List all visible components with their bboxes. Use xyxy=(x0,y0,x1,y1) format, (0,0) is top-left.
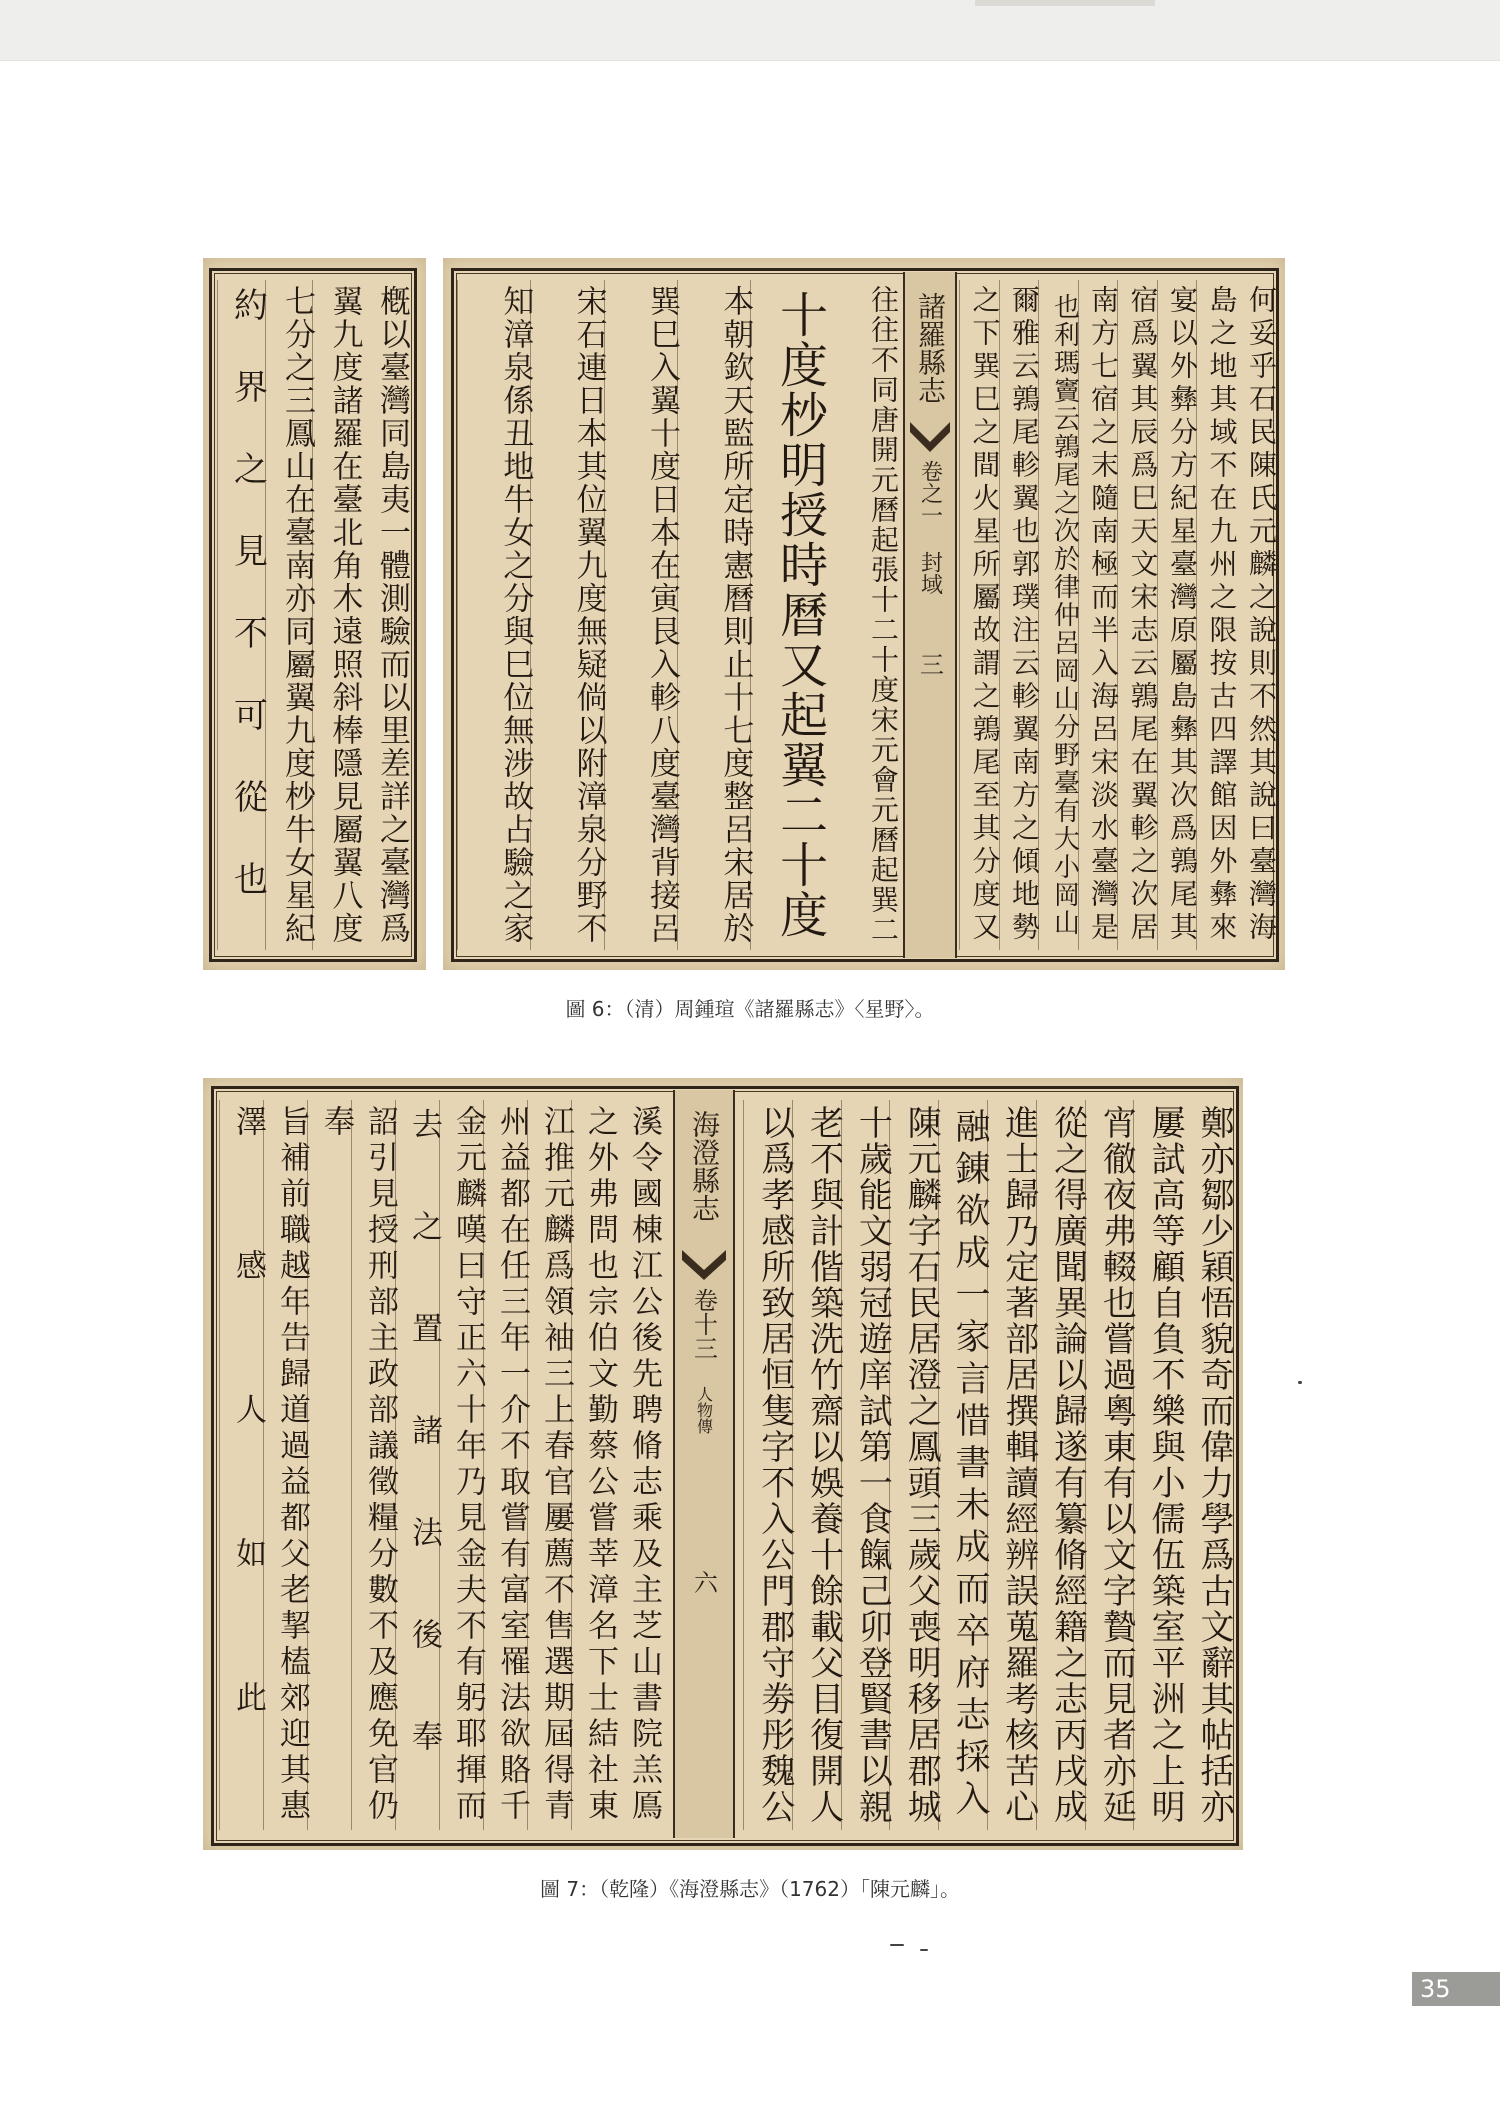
fig6-right-column xyxy=(1196,280,1239,950)
fig6-right-column xyxy=(999,280,1039,950)
fig7-left-column-text: 去之置諸法後奉 xyxy=(406,1108,442,1822)
fig6-right-column xyxy=(1117,280,1160,950)
fig7-left-column xyxy=(439,1100,486,1830)
fig6-right-column xyxy=(824,280,900,950)
fig6-right-column xyxy=(1078,280,1118,950)
fig7-left-column-text: 之外弗問也宗伯文勤蔡公嘗莘漳名下士結社東 xyxy=(582,1105,618,1825)
fig6-left-column-text: 槪以臺灣同島夷一體測驗而以里差詳之臺灣爲 xyxy=(374,285,410,945)
fig6-folio-number: 三 xyxy=(915,652,944,676)
fig7-right-column-text: 陳元麟字石民居澄之鳳頭三歲父喪明移居郡城 xyxy=(901,1105,942,1825)
fig7-right-column-text: 鄭亦鄒少穎悟貌奇而偉力學爲古文辭其帖括亦 xyxy=(1193,1105,1234,1825)
fig6-left-column xyxy=(217,280,268,950)
fig6-right-column xyxy=(750,280,828,950)
fig6-right-column xyxy=(1236,280,1276,950)
fig6-center-strip xyxy=(903,272,957,958)
fig7-left-column xyxy=(307,1100,354,1830)
fig7-right-column-text: 宵徹夜弗輟也嘗過粵東有以文字贄而見者亦延 xyxy=(1096,1105,1137,1825)
fig7-left-column xyxy=(263,1100,310,1830)
scan-top-band xyxy=(0,0,1500,61)
fig7-left-column xyxy=(527,1100,574,1830)
fig6-left-page-image xyxy=(203,258,426,970)
fig7-right-column xyxy=(889,1100,942,1830)
fig6-right-column xyxy=(959,280,1002,950)
fig6-right-column xyxy=(1038,280,1078,950)
fish-tail-icon xyxy=(680,1248,728,1282)
fig7-right-column xyxy=(1085,1100,1137,1830)
fig6-right-column-text: 南方七宿之末隨南極而半入海呂宋淡水臺灣是 xyxy=(1087,285,1120,945)
fig7-left-column-text: 金元麟嘆曰守正六十年乃見金夫不有躬耶揮而 xyxy=(450,1105,486,1825)
fig6-right-column-text: 往往不同唐開元曆起張十二十度宋元會元曆起巽二 xyxy=(866,285,900,945)
figure-6-caption: 圖 6：（清）周鍾瑄《諸羅縣志》〈星野〉。 xyxy=(565,997,935,1021)
scan-speck xyxy=(920,1949,928,1951)
fig7-left-column xyxy=(219,1100,266,1830)
fig6-right-column xyxy=(457,280,534,950)
fig7-right-column xyxy=(743,1100,795,1830)
page-number: 35 xyxy=(1412,1972,1500,2006)
fig7-left-column-text: 澤感人如此 xyxy=(230,1105,266,1825)
fig7-volume-label: 卷十三 xyxy=(689,1288,718,1360)
fig6-right-column-text: 宋石連日本其位翼九度無疑倘以附漳泉分野不 xyxy=(570,285,607,945)
fig6-volume-label: 卷之一 封域 xyxy=(917,460,943,595)
fig7-right-column xyxy=(1036,1100,1088,1830)
fig6-right-column-text: 之下巽巳之間火星所屬故謂之鶉尾至其分度又 xyxy=(968,285,1002,945)
scan-speck xyxy=(1298,1381,1302,1384)
fig6-right-column-text: 宴以外彝分方紀星臺灣原屬島彝其次爲鶉尾其 xyxy=(1166,285,1199,945)
fig7-right-column xyxy=(1133,1100,1186,1830)
fish-tail-icon xyxy=(908,420,952,454)
fig7-left-column-text: 溪令國棟江公後先聘脩志乘及主芝山書院羔鳫 xyxy=(626,1105,662,1825)
fig7-left-column xyxy=(615,1100,662,1830)
fig7-folio-number: 六 xyxy=(689,1570,718,1594)
figure-7-caption: 圖 7：（乾隆）《海澄縣志》（1762）「陳元麟」。 xyxy=(540,1877,960,1901)
fig7-left-column-text: 旨補前職越年告歸道過益都父老挈榼郊迎其惠 xyxy=(274,1105,310,1825)
fig7-right-column-text: 老不與計偕築洗竹齋以娛養十餘載父目復開人 xyxy=(803,1105,844,1825)
scan-artifact xyxy=(975,0,1155,6)
fig7-left-column-text: 江推元麟爲領袖三上春官屢薦不售選期屆得青 xyxy=(538,1105,574,1825)
fig7-section-label: 人物傳 xyxy=(694,1386,714,1434)
fig7-right-column xyxy=(841,1100,893,1830)
fig6-right-column-text: 也利瑪竇云鶉尾之次於律仲呂岡山分野臺有大小岡山 xyxy=(1049,293,1080,937)
fig7-right-column-text: 融錬欲成一家言惜書未成而卒府志採入 xyxy=(949,1108,990,1822)
fig6-left-column xyxy=(360,280,408,950)
fig7-left-column-text: 詔引見授刑部主政部議徵糧分數不及應免官仍 xyxy=(362,1105,398,1825)
fig7-right-column-text: 進士歸乃定著部居撰輯讀經辨誤蒐羅考核苦心 xyxy=(998,1105,1039,1825)
fig7-right-column-text: 十歲能文弱冠遊庠試第一食餼己卯登賢書以親 xyxy=(852,1105,893,1825)
fig7-center-strip xyxy=(673,1090,735,1838)
fig7-right-column xyxy=(1182,1100,1234,1830)
fig7-left-column-text: 奉 xyxy=(318,1105,354,1825)
fig7-left-column xyxy=(483,1100,530,1830)
fig6-left-column-text: 翼九度諸羅在臺北角木遠照斜棒隱見屬翼八度 xyxy=(326,285,363,945)
fig6-right-column-text: 本朝欽天監所定時憲曆則止十七度整呂宋居於 xyxy=(717,285,754,945)
fig6-right-column-text: 宿爲翼其辰爲巳天文宋志云鶉尾在翼軫之次居 xyxy=(1126,285,1160,945)
fig6-right-column-text: 爾雅云鶉尾軫翼也郭璞注云軫翼南方之傾地勢 xyxy=(1008,285,1041,945)
fig7-right-column xyxy=(938,1100,990,1830)
fig6-right-column-text: 島之地其域不在九州之限按古四譯館因外彝來 xyxy=(1205,285,1239,945)
fig6-right-column-text: 知漳泉係丑地牛女之分與巳位無涉故占驗之家 xyxy=(497,285,534,945)
fig6-left-column xyxy=(265,280,313,950)
fig7-right-column-text: 屢試高等顧自負不樂與小儒伍築室平洲之上明 xyxy=(1145,1105,1186,1825)
fig6-right-column xyxy=(530,280,607,950)
fig6-right-column-text: 巽巳入翼十度日本在寅艮入軫八度臺灣背接呂 xyxy=(643,285,680,945)
fig7-page-image xyxy=(203,1078,1243,1850)
fig6-book-title: 諸羅縣志 xyxy=(914,292,947,404)
fig7-right-column-text: 以爲孝感所致居恒隻字不入公門郡守劵彤魏公 xyxy=(754,1105,795,1825)
fig6-right-column-text: 何妥乎石民陳氏元麟之說則不然其說曰臺灣海 xyxy=(1245,285,1278,945)
fig7-left-column xyxy=(571,1100,618,1830)
fig6-left-column xyxy=(312,280,363,950)
scan-speck xyxy=(890,1944,904,1946)
fig6-right-page-image xyxy=(443,258,1285,970)
fig7-right-column xyxy=(792,1100,844,1830)
fig7-left-column-text: 州益都在任三年一介不取嘗有富室罹法欲賂千 xyxy=(494,1105,530,1825)
fig7-left-column xyxy=(395,1100,442,1830)
fig6-left-column-text: 約界之見不可從也 xyxy=(227,287,268,943)
fig7-right-column-text: 從之得廣聞異論以歸遂有纂脩經籍之志丙戌成 xyxy=(1047,1105,1088,1825)
fig6-right-column-text: 十度杪明授時曆又起翼二十度 xyxy=(771,290,828,940)
fig6-right-column xyxy=(677,280,754,950)
fig7-right-column xyxy=(987,1100,1039,1830)
fig6-left-column-text: 七分之三鳳山在臺南亦同屬翼九度杪牛女星紀 xyxy=(279,285,315,945)
fig7-book-title: 海澄縣志 xyxy=(688,1110,721,1222)
fig7-left-column xyxy=(351,1100,398,1830)
fig6-right-column xyxy=(1157,280,1197,950)
fig6-right-column xyxy=(604,280,680,950)
